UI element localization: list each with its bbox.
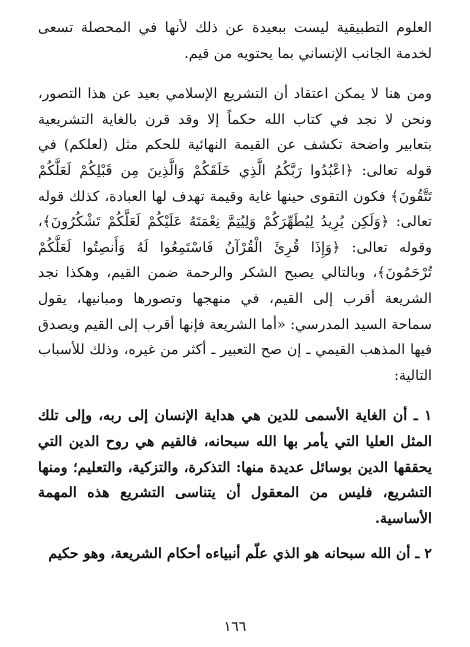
point-1: ١ ـ أن الغاية الأسمى للدين هي هداية الإنسان إلى ربه، وإلى تلك المثل العليا التي يأمر بها الله سبحانه، فالقيم هي روح الدين التي يحققها الدين بوسائل عديدة منها: التذكرة، والتزكية، والتعليم؛ ومنها التشريع، فليس من المعقول أن يتناسى التشريع هذه المهمة الأساسية. [38, 408, 432, 527]
paragraph-intro: العلوم التطبيقية ليست ببعيدة عن ذلك لأنها في المحصلة تسعى لخدمة الجانب الإنساني بما يحتويه من قيم. [38, 20, 432, 62]
paragraph-main: ومن هنا لا يمكن اعتقاد أن التشريع الإسلامي بعيد عن هذا التصور، ونحن لا نجد في كتاب الله حكماً إلا وقد قرن بالغاية التشريعية بتعابير واضحة تكشف عن القيمة النهائية للحكم مثل (لعلكم) في قوله تعالى: ﴿اعْبُدُوا رَبَّكُمُ الَّذِي خَلَقَكُمْ وَالَّذِينَ مِن قَبْلِكُمْ لَعَلَّكُمْ تَتَّقُونَ﴾ فكون التقوى حينها غاية وقيمة تهدف لها العبادة، كذلك قوله تعالى: ﴿وَلَكِن يُرِيدُ لِيُطَهِّرَكُمْ وَلِيُتِمَّ نِعْمَتَهُ عَلَيْكُمْ لَعَلَّكُمْ تَشْكُرُونَ﴾، وقوله تعالى: ﴿وَإِذَا قُرِئَ الْقُرْآنُ فَاسْتَمِعُوا لَهُ وَأَنصِتُوا لَعَلَّكُمْ تُرْحَمُونَ﴾، وبالتالي يصبح الشكر والرحمة ضمن القيم، وهكذا نجد الشريعة أقرب إلى القيم، في منهجها وتصورها ومبانيها، يقول سماحة السيد المدرسي: «أما الشريعة فإنها أقرب إلى القيم ويصدق فيها المذهب القيمي ـ إن صح التعبير ـ أكثر من غيره، وذلك للأسباب التالية: [38, 86, 432, 384]
page-number: ١٦٦ [223, 619, 247, 635]
point-2: ٢ ـ أن الله سبحانه هو الذي علّم أنبياءه أحكام الشريعة، وهو حكيم [48, 546, 432, 563]
